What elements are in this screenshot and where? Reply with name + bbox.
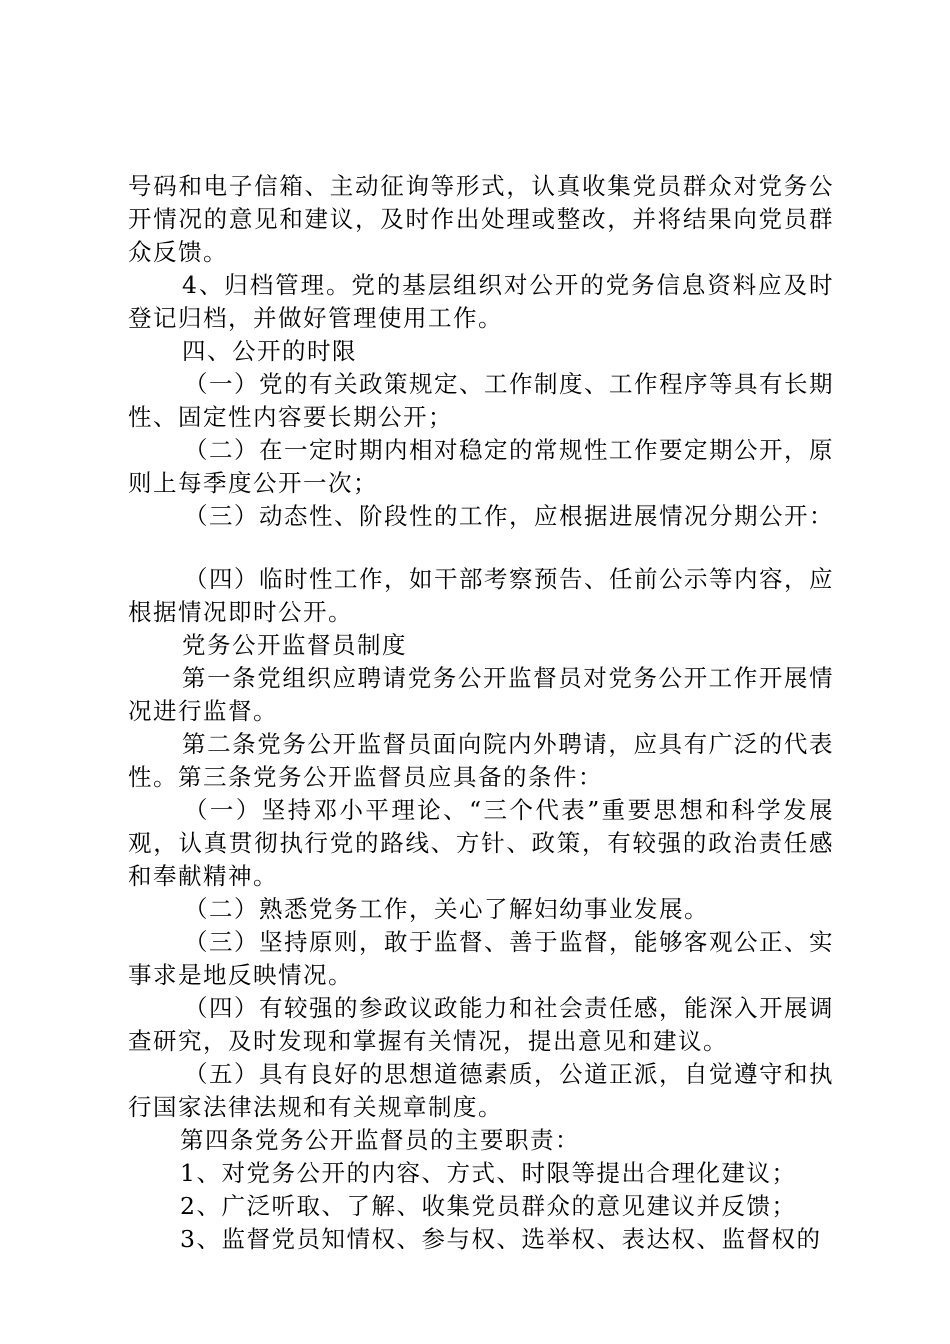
- paragraph-period-3: （三）动态性、阶段性的工作，应根据进展情况分期公开：: [184, 502, 834, 530]
- list-item-duty-2: 2、广泛听取、了解、收集党员群众的意见建议并反馈；: [180, 1192, 797, 1220]
- paragraph-article-4: 第四条党务公开监督员的主要职责：: [180, 1126, 580, 1154]
- list-item-duty-1: 1、对党务公开的内容、方式、时限等提出合理化建议；: [180, 1159, 797, 1187]
- paragraph-condition-5: （五）具有良好的思想道德素质，公道正派，自觉遵守和执行国家法律法规和有关规章制度。: [128, 1060, 834, 1121]
- document-body: [128, 170, 834, 1256]
- paragraph-condition-1: （一）坚持邓小平理论、“三个代表”重要思想和科学发展观，认真贯彻执行党的路线、方针、政策，有较强的政治责任感和奉献精神。: [128, 796, 834, 890]
- section-heading-disclosure-period: 四、公开的时限: [182, 337, 357, 365]
- paragraph-feedback: 号码和电子信箱、主动征询等形式，认真收集党员群众对党务公开情况的意见和建议，及时作出处理或整改，并将结果向党员群众反馈。: [128, 172, 834, 266]
- paragraph-archive-management: 4、归档管理。党的基层组织对公开的党务信息资料应及时登记归档，并做好管理使用工作。: [128, 271, 834, 332]
- paragraph-condition-2: （二）熟悉党务工作，关心了解妇幼事业发展。: [184, 895, 709, 923]
- paragraph-period-4: （四）临时性工作，如干部考察预告、任前公示等内容，应根据情况即时公开。: [128, 565, 834, 626]
- paragraph-article-2-3: 第二条党务公开监督员面向院内外聘请，应具有广泛的代表性。第三条党务公开监督员应具备的条件：: [128, 730, 834, 791]
- paragraph-period-2: （二）在一定时期内相对稳定的常规性工作要定期公开，原则上每季度公开一次；: [128, 436, 834, 497]
- paragraph-article-1: 第一条党组织应聘请党务公开监督员对党务公开工作开展情况进行监督。: [128, 664, 834, 725]
- paragraph-period-1: （一）党的有关政策规定、工作制度、工作程序等具有长期性、固定性内容要长期公开；: [128, 370, 834, 431]
- paragraph-condition-4: （四）有较强的参政议政能力和社会责任感，能深入开展调查研究，及时发现和掌握有关情况，提出意见和建议。: [128, 994, 834, 1055]
- paragraph-condition-3: （三）坚持原则，敢于监督、善于监督，能够客观公正、实事求是地反映情况。: [128, 928, 834, 989]
- list-item-duty-3: 3、监督党员知情权、参与权、选举权、表达权、监督权的: [180, 1225, 822, 1253]
- section-heading-supervisor-system: 党务公开监督员制度: [182, 631, 407, 659]
